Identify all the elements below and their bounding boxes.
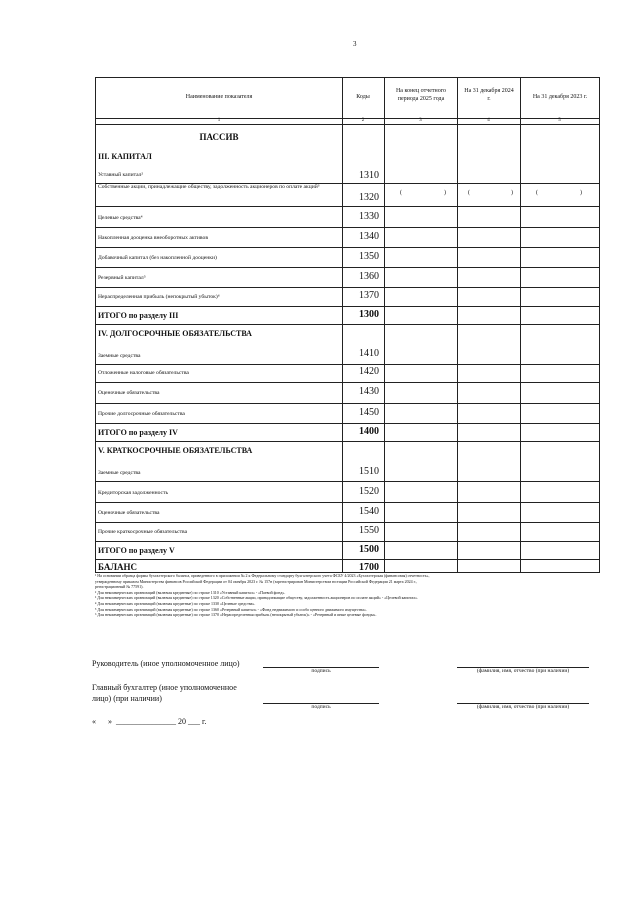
- column-number-3: 3: [419, 118, 422, 123]
- total-row-code: 1300: [359, 309, 379, 320]
- column-header-dec2024: На 31 декабря 2024 г.: [464, 88, 514, 102]
- paren-open: (: [536, 190, 538, 196]
- row-label: Целевые средства⁴: [98, 215, 143, 221]
- head-sign-caption: подпись: [311, 668, 331, 674]
- row-code: 1330: [359, 211, 379, 222]
- row-code: 1310: [359, 170, 379, 181]
- section-capital-label: III. КАПИТАЛ: [98, 152, 152, 161]
- row-code: 1510: [359, 466, 379, 477]
- total-row-label: ИТОГО по разделу IV: [98, 428, 178, 437]
- paren-close: ): [444, 190, 446, 196]
- chief-accountant-label-1: Главный бухгалтер (иное уполномоченное: [92, 683, 237, 692]
- row-label: Отложенные налоговые обязательства: [98, 370, 189, 376]
- row-code: 1340: [359, 231, 379, 242]
- row-code: 1320: [359, 192, 379, 203]
- row-code: 1450: [359, 407, 379, 418]
- row-code: 1430: [359, 386, 379, 397]
- footnote-line: ⁴ Для некоммерческих организаций (включая кредитные) по строке 1330 «Целевые средства».: [95, 600, 256, 606]
- row-label: Оценочные обязательства: [98, 510, 160, 516]
- row-code: 1420: [359, 366, 379, 377]
- row-label: Оценочные обязательства: [98, 390, 160, 396]
- row-code: 1350: [359, 251, 379, 262]
- row-label: Заемные средства: [98, 470, 141, 476]
- column-header-name: Наименование показателя: [185, 94, 253, 100]
- row-code: 1370: [359, 290, 379, 301]
- row-code: 1520: [359, 486, 379, 497]
- row-label: Резервный капитал⁵: [98, 275, 146, 281]
- chief-accountant-label-2: лицо) (при наличии): [92, 694, 162, 703]
- head-signature-label: Руководитель (иное уполномоченное лицо): [92, 659, 240, 668]
- section-longterm-label: IV. ДОЛГОСРОЧНЫЕ ОБЯЗАТЕЛЬСТВА: [98, 329, 252, 338]
- row-label: Заемные средства: [98, 353, 141, 359]
- date-line: « » _______________ 20 ___ г.: [92, 717, 207, 726]
- balance-row-code: 1700: [359, 562, 379, 573]
- paren-open: (: [400, 190, 402, 196]
- footnote-line: утвержденному приказом Министерства финансов Российской Федерации от 04 октября 2023 г. № 157н (зарегистрирован Министерством юстиции Российской Федерации 21 марта 2024 г.,: [95, 578, 417, 584]
- paren-close: ): [580, 190, 582, 196]
- row-label: Кредиторская задолженность: [98, 490, 169, 496]
- total-row-label: ИТОГО по разделу III: [98, 311, 179, 320]
- footnote-line: ³ Для некоммерческих организаций (включая кредитные) по строке 1320 «Собственные акции, принадлежащие обществу, задолженность акционеров по оплате акций» - «Целевой капитал».: [95, 595, 419, 601]
- column-number-5: 5: [558, 118, 561, 123]
- row-label: Добавочный капитал (без накопленной дооценки): [98, 255, 217, 261]
- head-name-caption: (фамилия, имя, отчество (при наличии): [476, 668, 570, 674]
- row-label: Прочие краткосрочные обязательства: [98, 529, 188, 535]
- balance-table-passiv: [95, 77, 600, 573]
- section-title-passiv: ПАССИВ: [199, 132, 239, 142]
- row-label: Прочие долгосрочные обязательства: [98, 411, 185, 417]
- chief-sign-caption: подпись: [311, 704, 331, 710]
- column-number-1: 1: [217, 118, 221, 123]
- column-number-2: 2: [361, 118, 365, 123]
- row-code: 1540: [359, 506, 379, 517]
- footnote-line: ² Для некоммерческих организаций (включая кредитные) по строке 1310 «Уставный капитал» - «Паевой фонд».: [95, 589, 286, 595]
- column-header-code: Коды: [356, 94, 370, 100]
- row-label: Собственные акции, принадлежащие обществу, задолженность акционеров по оплате акций³: [98, 184, 320, 190]
- footnote-line: регистрационный № 77591).: [95, 584, 144, 590]
- column-header-end-period: На конец отчетного периода 2025 года: [395, 88, 447, 102]
- paren-close: ): [511, 190, 513, 196]
- chief-name-caption: (фамилия, имя, отчество (при наличии): [476, 704, 570, 710]
- column-header-dec2023: На 31 декабря 2023 г.: [532, 94, 588, 100]
- row-code: 1550: [359, 525, 379, 536]
- paren-open: (: [468, 190, 470, 196]
- footnote-line: ⁶ Для некоммерческих организаций (включая кредитные) по строке 1370 «Нераспределенная прибыль (непокрытый убыток)» - «Резервный и иные целевые фонды».: [95, 612, 377, 618]
- row-code: 1410: [359, 348, 379, 359]
- row-label: Нераспределенная прибыль (непокрытый убыток)⁶: [98, 294, 220, 300]
- footnote-line: ¹ На основании образца формы бухгалтерского баланса, приведенного в приложении № 2 к Федеральному стандарту бухгалтерского учета ФСБУ 4/2023 «Бухгалтерская (финансовая) отчетность»,: [95, 573, 430, 578]
- total-row-label: ИТОГО по разделу V: [98, 546, 175, 555]
- footnotes: [95, 573, 600, 618]
- page-number: 3: [353, 40, 357, 48]
- total-row-code: 1500: [359, 544, 379, 555]
- total-row-code: 1400: [359, 426, 379, 437]
- balance-row-label: БАЛАНС: [98, 562, 138, 572]
- row-label: Уставный капитал²: [98, 172, 144, 178]
- section-shortterm-label: V. КРАТКОСРОЧНЫЕ ОБЯЗАТЕЛЬСТВА: [98, 446, 253, 455]
- column-number-4: 4: [487, 118, 490, 123]
- row-label: Накопленная дооценка внеоборотных активов: [98, 235, 208, 241]
- footnote-line: ⁵ Для некоммерческих организаций (включая кредитные) по строке 1360 «Резервный капитал» - «Фонд недвижимого и особо ценного движимого имущества».: [95, 606, 367, 612]
- row-code: 1360: [359, 271, 379, 282]
